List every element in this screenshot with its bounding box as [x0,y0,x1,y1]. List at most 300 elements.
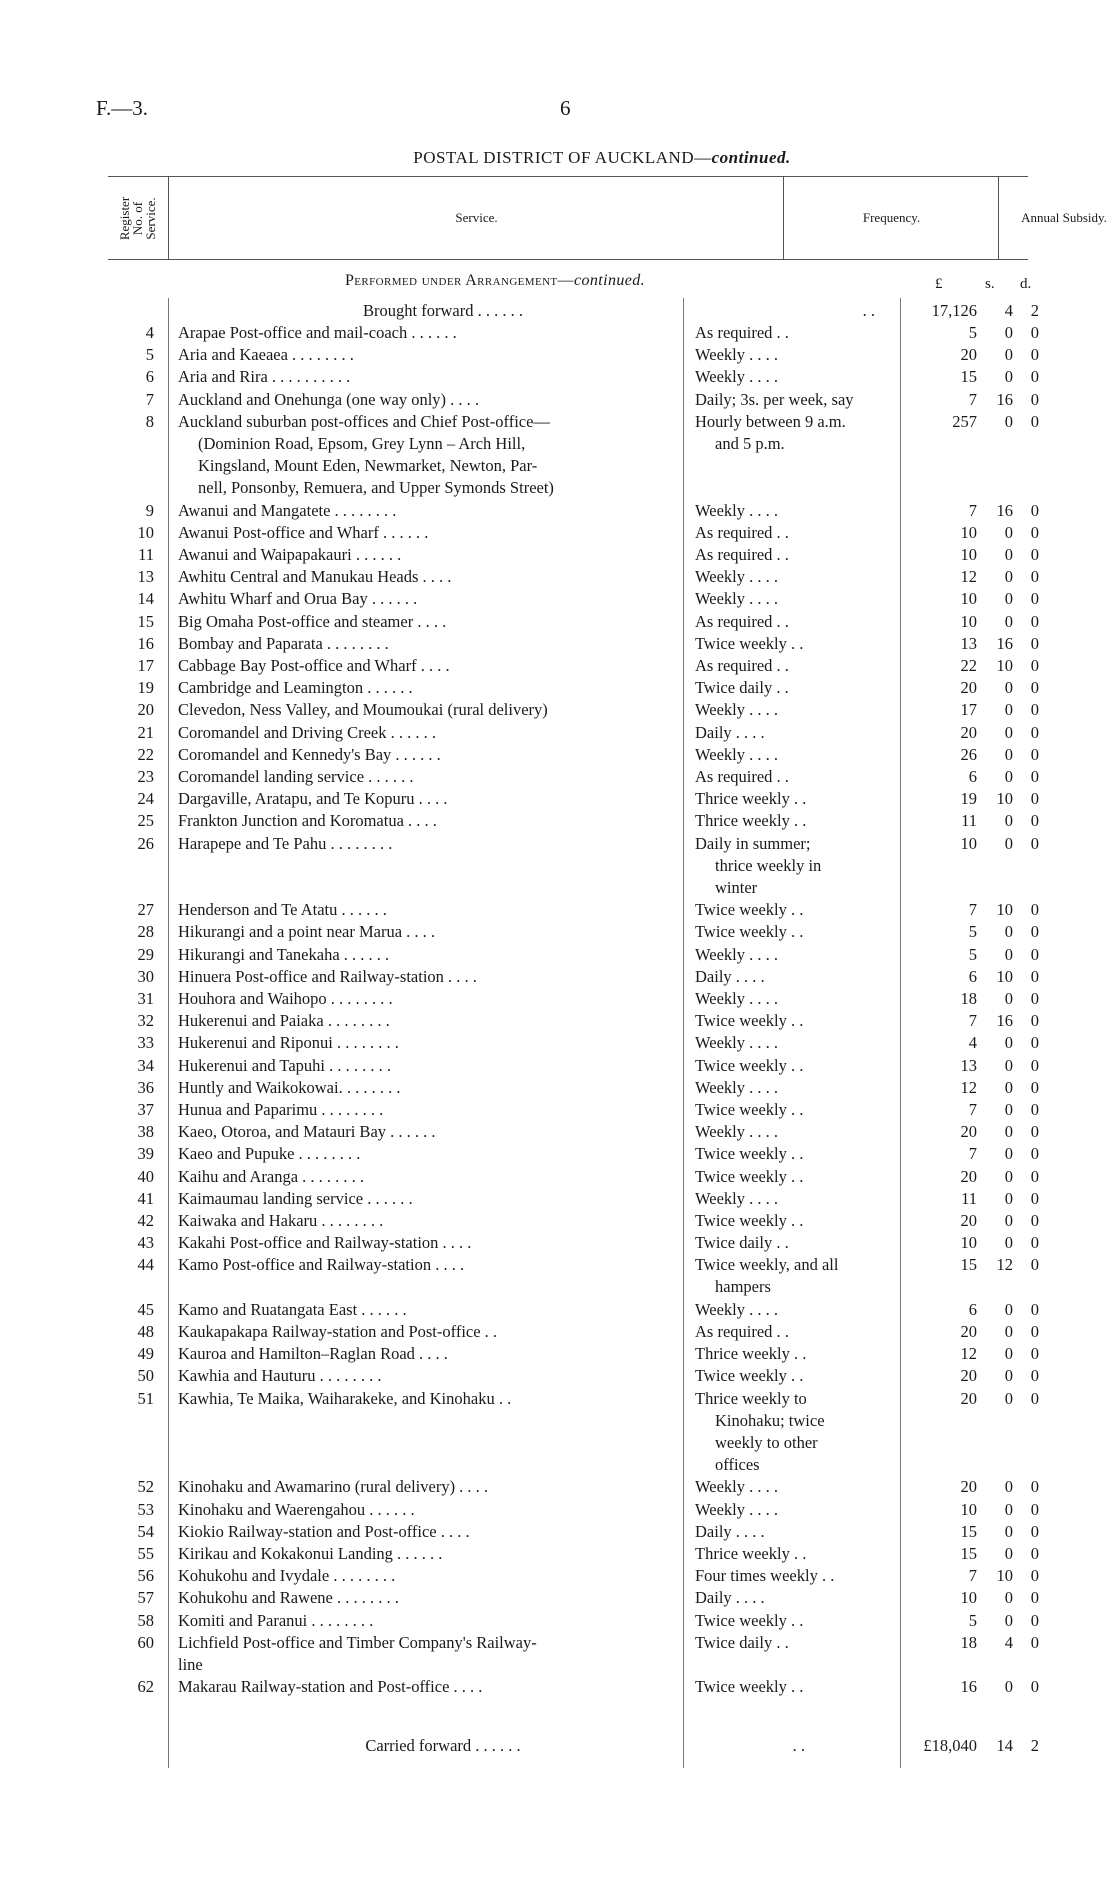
table-header [108,176,1107,260]
subsidy-pence: 0 [1030,1388,1039,1408]
register-number: 25 [137,811,154,831]
subsidy-shillings: 0 [1004,567,1013,587]
service-line: Kaukapakapa Railway-station and Post-office . . [178,1322,498,1341]
register-number: 14 [137,589,154,609]
frequency-line: winter [715,877,758,897]
frequency [695,544,895,566]
frequency [695,810,895,832]
frequency-line: Kinohaku; twice [715,1410,825,1430]
service-line: Awhitu Central and Manukau Heads . . . . [178,567,452,587]
register-number: 48 [137,1322,154,1341]
subsidy-pounds: 6 [968,767,977,786]
frequency [695,921,895,943]
service-line: Houhora and Waihopo . . . . . . . . [178,989,393,1008]
service-line: Kiokio Railway-station and Post-office . . . . [178,1521,470,1541]
service-line: Huntly and Waikokowai. . . . . . . . [178,1077,401,1097]
subsidy-shillings: 0 [1004,1477,1013,1497]
register-number: 57 [137,1588,154,1608]
frequency-line: Twice weekly . . [695,1677,804,1697]
subsidy-shillings: 16 [996,633,1013,653]
subsidy-pence: 0 [1030,1211,1039,1230]
register-number: 55 [137,1544,154,1563]
frequency [695,1121,895,1143]
subsidy-shillings: 10 [996,900,1013,920]
column-header-register-label: Register No. of Service. [117,196,159,240]
subsidy-pounds: 12 [960,1077,977,1097]
frequency-line: Weekly . . . . [695,500,778,520]
register-number: 39 [137,1144,154,1164]
frequency-line: Twice weekly . . [695,1610,804,1630]
service-line: Dargaville, Aratapu, and Te Kopuru . . . . [178,789,448,809]
service-line: Hukerenui and Paiaka . . . . . . . . [178,1011,390,1031]
frequency-line: Weekly . . . . [695,1033,778,1053]
subsidy-pounds: 13 [960,1055,977,1075]
brought-forward-pence: 2 [1030,301,1039,320]
register-number: 56 [137,1566,154,1586]
frequency [695,1632,895,1654]
subsidy-pence: 0 [1030,678,1039,698]
frequency-line: Thrice weekly . . [695,1544,807,1563]
service-line: Clevedon, Ness Valley, and Moumoukai (rural delivery) [178,700,548,720]
frequency-line: Daily; 3s. per week, say [695,389,854,409]
register-number: 45 [137,1299,154,1319]
frequency [695,344,895,366]
register-number: 32 [137,1011,154,1031]
frequency-line: Weekly . . . . [695,700,778,720]
frequency [695,1143,895,1165]
frequency [695,1032,895,1054]
frequency-line: Twice daily . . [695,1632,789,1652]
frequency-line: Weekly . . . . [695,367,778,387]
column-divider-frequency [683,298,684,1768]
subsidy-pence: 0 [1030,367,1039,387]
frequency-line: Daily . . . . [695,1588,765,1608]
register-number: 58 [137,1610,154,1630]
subsidy-shillings: 0 [1004,1677,1013,1697]
frequency [695,1321,895,1343]
subsidy-pence: 0 [1030,1366,1039,1386]
frequency-line: Thrice weekly . . [695,789,807,809]
subsidy-shillings: 10 [996,966,1013,986]
register-number: 7 [145,389,154,409]
service-line: Coromandel and Driving Creek . . . . . . [178,722,436,742]
subsidy-pounds: 11 [961,1188,977,1208]
service-name [178,722,668,744]
service-line: Kamo and Ruatangata East . . . . . . [178,1299,407,1319]
register-number: 44 [137,1255,154,1275]
register-number: 29 [137,944,154,964]
frequency-line: Weekly . . . . [695,744,778,764]
subsidy-pounds: 5 [968,323,977,342]
subsidy-pounds: 20 [960,1366,977,1386]
subsidy-shillings: 0 [1004,1499,1013,1519]
subsidy-pounds: 13 [960,633,977,653]
subsidy-shillings: 0 [1004,944,1013,964]
subsidy-pounds: 7 [968,500,977,520]
subsidy-pence: 0 [1030,789,1039,809]
subsidy-shillings: 0 [1004,1610,1013,1630]
frequency [695,1499,895,1521]
register-number: 50 [137,1366,154,1386]
subsidy-shillings: 0 [1004,1122,1013,1142]
frequency-line: weekly to other [715,1432,818,1452]
subsidy-shillings: 0 [1004,1100,1013,1119]
subsidy-pence: 0 [1030,1255,1039,1275]
subsidy-shillings: 0 [1004,922,1013,942]
service-line: Auckland suburban post-offices and Chief Post-office— [178,411,550,431]
service-line: Harapepe and Te Pahu . . . . . . . . [178,833,393,853]
service-name [178,1188,668,1210]
service-name [178,1232,668,1254]
subsidy-pence: 0 [1030,811,1039,831]
service-name [178,566,668,588]
service-name [178,921,668,943]
frequency-line: Twice weekly . . [695,1100,804,1119]
service-name [178,1299,668,1321]
service-line: Coromandel and Kennedy's Bay . . . . . . [178,744,441,764]
frequency-line: Four times weekly . . [695,1566,835,1586]
frequency-line: Weekly . . . . [695,345,778,365]
register-number: 4 [145,323,154,342]
subsidy-pounds: 20 [960,1122,977,1142]
service-name [178,810,668,832]
service-line: Komiti and Paranui . . . . . . . . [178,1610,374,1630]
subsidy-pence: 0 [1030,1144,1039,1164]
frequency [695,1166,895,1188]
service-name [178,1632,668,1676]
frequency [695,1254,895,1298]
service-line: Arapae Post-office and mail-coach . . . . . . [178,323,457,342]
subsidy-shillings: 0 [1004,323,1013,342]
frequency-line: Weekly . . . . [695,1122,778,1142]
frequency-line: Weekly . . . . [695,567,778,587]
frequency-line: Twice daily . . [695,1233,789,1253]
subsidy-pence: 0 [1030,1521,1039,1541]
subsidy-pounds: 26 [960,744,977,764]
service-line: Hikurangi and Tanekaha . . . . . . [178,944,390,964]
subsidy-pounds: 16 [960,1677,977,1697]
frequency-line: Weekly . . . . [695,1499,778,1519]
subsidy-shillings: 16 [996,1011,1013,1031]
subsidy-pounds: 12 [960,1344,977,1364]
register-number: 43 [137,1233,154,1253]
register-number: 17 [137,656,154,675]
service-line: Kawhia, Te Maika, Waiharakeke, and Kinohaku . . [178,1388,512,1408]
register-number: 37 [137,1100,154,1119]
frequency [695,1210,895,1232]
service-name [178,1587,668,1609]
register-number: 54 [137,1521,154,1541]
column-header-subsidy: Annual Subsidy. [998,177,1114,259]
frequency [695,611,895,633]
frequency-line: Twice weekly . . [695,922,804,942]
subsidy-pence: 0 [1030,389,1039,409]
subsidy-shillings: 0 [1004,611,1013,631]
service-name [178,588,668,610]
subsidy-shillings: 0 [1004,700,1013,720]
subsidy-pounds: 6 [968,966,977,986]
subsidy-pounds: 20 [960,1322,977,1341]
register-number: 10 [137,522,154,542]
subsidy-pence: 0 [1030,1100,1039,1119]
title-main: POSTAL DISTRICT OF AUCKLAND— [413,148,712,167]
service-name [178,344,668,366]
subsidy-pounds: 7 [968,900,977,920]
frequency [695,966,895,988]
service-line: Kohukohu and Ivydale . . . . . . . . [178,1566,396,1586]
subsidy-shillings: 0 [1004,367,1013,387]
subsidy-pounds: 4 [968,1033,977,1053]
register-number: 31 [137,989,154,1008]
frequency [695,1521,895,1543]
service-line: Hikurangi and a point near Marua . . . . [178,922,436,942]
frequency-line: Daily . . . . [695,966,765,986]
frequency-line: As required . . [695,323,789,342]
subsidy-shillings: 0 [1004,1033,1013,1053]
frequency [695,1099,895,1121]
frequency-line: Weekly . . . . [695,1477,778,1497]
service-line: Kauroa and Hamilton–Raglan Road . . . . [178,1344,448,1364]
carried-forward-pence: 2 [1030,1736,1039,1755]
page-title [0,148,1114,168]
currency-shillings-label: s. [985,276,995,292]
frequency [695,500,895,522]
service-name [178,1565,668,1587]
service-name [178,988,668,1010]
service-name [178,544,668,566]
service-line: Cabbage Bay Post-office and Wharf . . . . [178,656,450,675]
subsidy-pence: 0 [1030,1166,1039,1186]
subsidy-pence: 0 [1030,1588,1039,1608]
service-name [178,500,668,522]
service-name [178,633,668,655]
register-number: 60 [137,1632,154,1652]
frequency-line: and 5 p.m. [715,433,785,453]
subsidy-pence: 0 [1030,633,1039,653]
column-header-service: Service. [168,177,784,259]
frequency-line: Daily . . . . [695,722,765,742]
frequency-line: Twice weekly . . [695,1366,804,1386]
subsidy-pounds: 10 [960,545,977,564]
frequency [695,633,895,655]
service-name [178,1676,668,1698]
carried-forward-pounds: £18,040 [923,1736,977,1755]
service-line: Awanui and Mangatete . . . . . . . . [178,500,397,520]
frequency [695,322,895,344]
service-line: Auckland and Onehunga (one way only) . . . . [178,389,480,409]
register-number: 34 [137,1055,154,1075]
column-divider-service [168,298,169,1768]
subsidy-pounds: 6 [968,1299,977,1319]
service-name [178,1321,668,1343]
subsidy-pence: 0 [1030,1632,1039,1652]
page-number: 6 [560,96,571,120]
service-line: Kamo Post-office and Railway-station . . . . [178,1255,465,1275]
subsidy-pounds: 20 [960,722,977,742]
subsidy-pounds: 18 [960,1632,977,1652]
frequency-line: Weekly . . . . [695,989,778,1008]
subsidy-pence: 0 [1030,744,1039,764]
subsidy-shillings: 0 [1004,1388,1013,1408]
service-name [178,411,668,499]
service-line: Kohukohu and Rawene . . . . . . . . [178,1588,399,1608]
subsidy-pence: 0 [1030,656,1039,675]
subsidy-pounds: 17 [960,700,977,720]
register-number: 24 [137,789,154,809]
service-line: Kaiwaka and Hakaru . . . . . . . . [178,1211,384,1230]
service-line: Awhitu Wharf and Orua Bay . . . . . . [178,589,418,609]
service-line: Henderson and Te Atatu . . . . . . [178,900,387,920]
carried-forward-shillings: 14 [996,1736,1013,1755]
service-line: Hukerenui and Riponui . . . . . . . . [178,1033,399,1053]
service-name [178,389,668,411]
register-number: 53 [137,1499,154,1519]
service-name [178,699,668,721]
subsidy-shillings: 0 [1004,1588,1013,1608]
service-name [178,833,668,855]
subsidy-pence: 0 [1030,900,1039,920]
subsidy-pounds: 10 [960,833,977,853]
subsidy-pence: 0 [1030,944,1039,964]
service-line: Hukerenui and Tapuhi . . . . . . . . [178,1055,392,1075]
service-name [178,677,668,699]
subsidy-shillings: 0 [1004,1521,1013,1541]
frequency-line: As required . . [695,656,789,675]
register-number: 19 [137,678,154,698]
subsidy-shillings: 0 [1004,1544,1013,1563]
service-name [178,322,668,344]
frequency [695,1077,895,1099]
subsidy-shillings: 16 [996,389,1013,409]
subsidy-pounds: 10 [960,1588,977,1608]
subsidy-pounds: 20 [960,678,977,698]
frequency [695,788,895,810]
service-line: Kirikau and Kokakonui Landing . . . . . . [178,1544,443,1563]
subsidy-shillings: 0 [1004,1055,1013,1075]
subsidy-shillings: 0 [1004,811,1013,831]
frequency [695,588,895,610]
register-number: 16 [137,633,154,653]
service-name [178,1010,668,1032]
frequency [695,566,895,588]
frequency [695,766,895,788]
frequency-line: Twice weekly . . [695,1011,804,1031]
subsidy-pence: 0 [1030,1499,1039,1519]
service-line: Kaeo and Pupuke . . . . . . . . [178,1144,361,1164]
service-name [178,744,668,766]
subsidy-shillings: 0 [1004,1366,1013,1386]
register-number: 42 [137,1211,154,1230]
service-name [178,899,668,921]
register-number: 15 [137,611,154,631]
service-line: Aria and Rira . . . . . . . . . . [178,367,351,387]
subsidy-pence: 0 [1030,1122,1039,1142]
subsidy-shillings: 0 [1004,345,1013,365]
service-line: Kaimaumau landing service . . . . . . [178,1188,413,1208]
subsidy-pounds: 7 [968,1100,977,1119]
subsidy-pounds: 257 [952,411,977,431]
frequency [695,366,895,388]
frequency-line: As required . . [695,522,789,542]
frequency-line: Thrice weekly . . [695,1344,807,1364]
column-divider-subsidy [900,298,901,1768]
document-reference: F.—3. [96,96,148,120]
service-name [178,1610,668,1632]
brought-forward-pounds: 17,126 [931,301,977,320]
subsidy-shillings: 0 [1004,411,1013,431]
frequency-line: thrice weekly in [715,855,822,875]
frequency [695,1587,895,1609]
section-heading [345,272,645,290]
subsidy-pence: 0 [1030,567,1039,587]
subsidy-shillings: 10 [996,789,1013,809]
subsidy-shillings: 0 [1004,1344,1013,1364]
frequency-line: As required . . [695,611,789,631]
service-name [178,966,668,988]
service-name [178,1476,668,1498]
service-name [178,1499,668,1521]
service-line: Lichfield Post-office and Timber Company's Railway- [178,1632,537,1652]
service-line: Kinohaku and Waerengahou . . . . . . [178,1499,415,1519]
service-name [178,1365,668,1387]
subsidy-pounds: 15 [960,367,977,387]
subsidy-pounds: 20 [960,1477,977,1497]
frequency [695,1010,895,1032]
subsidy-pence: 0 [1030,1610,1039,1630]
frequency-line: Twice weekly . . [695,1055,804,1075]
service-line: (Dominion Road, Epsom, Grey Lynn – Arch Hill, [198,433,526,453]
subsidy-pence: 0 [1030,1566,1039,1586]
register-number: 62 [137,1677,154,1697]
service-name [178,1166,668,1188]
service-line: Coromandel landing service . . . . . . [178,767,414,786]
frequency-line: As required . . [695,545,789,564]
subsidy-pounds: 20 [960,1166,977,1186]
subsidy-shillings: 0 [1004,1077,1013,1097]
subsidy-shillings: 0 [1004,1166,1013,1186]
service-line: Kaeo, Otoroa, and Matauri Bay . . . . . . [178,1122,436,1142]
subsidy-pounds: 20 [960,1211,977,1230]
frequency-line: Thrice weekly to [695,1388,807,1408]
subsidy-shillings: 16 [996,500,1013,520]
subsidy-pence: 0 [1030,323,1039,342]
service-line: Kaihu and Aranga . . . . . . . . [178,1166,365,1186]
subsidy-pence: 0 [1030,1033,1039,1053]
register-number: 38 [137,1122,154,1142]
register-number: 36 [137,1077,154,1097]
register-number: 23 [137,767,154,786]
subsidy-pounds: 7 [968,1566,977,1586]
frequency-line: Weekly . . . . [695,1077,778,1097]
frequency-line: Twice weekly . . [695,1211,804,1230]
subsidy-pence: 0 [1030,611,1039,631]
frequency-line: Weekly . . . . [695,1188,778,1208]
register-number: 40 [137,1166,154,1186]
frequency-line: Twice weekly . . [695,1144,804,1164]
subsidy-pounds: 10 [960,522,977,542]
frequency-line: Twice weekly . . [695,633,804,653]
subsidy-pence: 0 [1030,1544,1039,1563]
subsidy-pounds: 18 [960,989,977,1008]
frequency [695,1232,895,1254]
subsidy-pounds: 22 [960,656,977,675]
service-line: Frankton Junction and Koromatua . . . . [178,811,437,831]
service-name [178,1055,668,1077]
subsidy-pounds: 19 [960,789,977,809]
register-number: 9 [145,500,154,520]
register-number: 21 [137,722,154,742]
register-number: 8 [145,411,154,431]
